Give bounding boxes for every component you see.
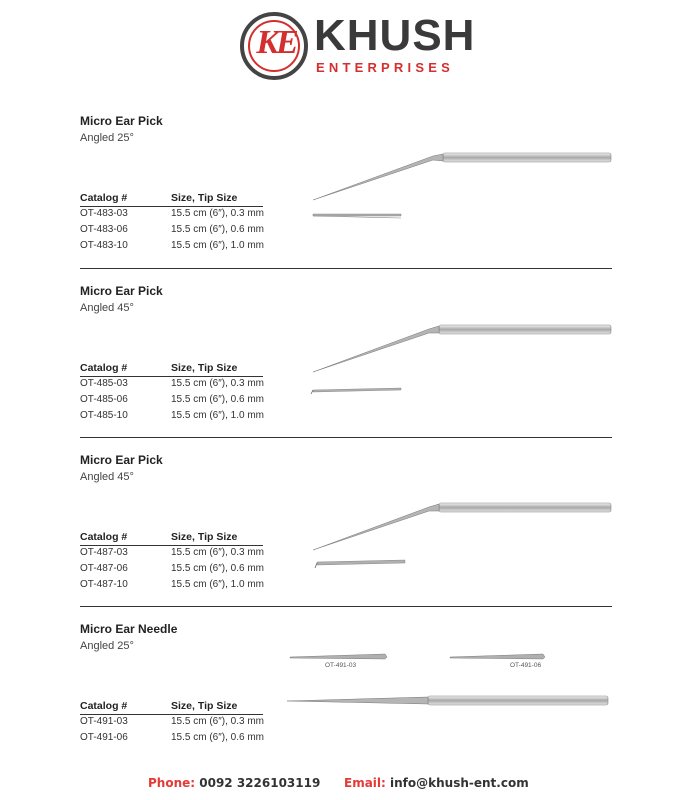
table-row: [80, 378, 280, 393]
phone-contact: [148, 776, 320, 790]
table-row: [80, 410, 280, 425]
catalog-number: OT-483-03: [80, 208, 128, 219]
phone-number: 0092 3226103119: [199, 776, 321, 790]
product-title: Micro Ear Needle: [80, 622, 178, 636]
catalog-number: OT-491-06: [80, 732, 128, 743]
header-size: Size, Tip Size: [171, 700, 238, 712]
catalog-number: OT-485-06: [80, 394, 128, 405]
header-catalog: Catalog #: [80, 700, 128, 712]
header-catalog: Catalog #: [80, 192, 128, 204]
header-rule: [80, 206, 263, 207]
email-address: info@khush-ent.com: [390, 776, 529, 790]
table-row: [80, 394, 280, 409]
size-value: 15.5 cm (6″), 0.3 mm: [171, 208, 265, 219]
table-row: [80, 547, 280, 562]
table-row: [80, 240, 280, 255]
instrument-illustration: [305, 492, 615, 582]
table-row: [80, 563, 280, 578]
phone-label: Phone:: [148, 776, 196, 790]
section-divider: [80, 268, 612, 269]
logo-monogram: KE: [256, 24, 296, 61]
product-subtitle: Angled 45°: [80, 302, 134, 314]
size-value: 15.5 cm (6″), 0.3 mm: [171, 547, 265, 558]
size-value: 15.5 cm (6″), 0.3 mm: [171, 378, 265, 389]
table-row: [80, 208, 280, 223]
catalog-number: OT-487-03: [80, 547, 128, 558]
instrument-illustration: [305, 312, 615, 402]
catalog-number: OT-483-06: [80, 224, 128, 235]
figure-label-ot-491-03: OT-491-03: [325, 662, 357, 669]
catalog-number: OT-483-10: [80, 240, 128, 251]
size-value: 15.5 cm (6″), 0.6 mm: [171, 563, 265, 574]
header-catalog: Catalog #: [80, 531, 128, 543]
header-rule: [80, 714, 263, 715]
size-value: 15.5 cm (6″), 0.3 mm: [171, 716, 265, 727]
instrument-illustration: [285, 648, 615, 708]
catalog-number: OT-485-03: [80, 378, 128, 389]
catalog-number: OT-491-03: [80, 716, 128, 727]
product-subtitle: Angled 45°: [80, 471, 134, 483]
section-divider: [80, 437, 612, 438]
size-value: 15.5 cm (6″), 0.6 mm: [171, 224, 265, 235]
table-row: [80, 224, 280, 239]
size-value: 15.5 cm (6″), 0.6 mm: [171, 394, 265, 405]
section-divider: [80, 606, 612, 607]
product-title: Micro Ear Pick: [80, 114, 163, 128]
header-catalog: Catalog #: [80, 362, 128, 374]
size-value: 15.5 cm (6″), 1.0 mm: [171, 240, 265, 251]
instrument-illustration: [305, 140, 615, 230]
figure-label-ot-491-06: OT-491-06: [510, 662, 542, 669]
email-contact: [344, 776, 529, 790]
size-value: 15.5 cm (6″), 1.0 mm: [171, 410, 265, 421]
header-rule: [80, 376, 263, 377]
size-value: 15.5 cm (6″), 1.0 mm: [171, 579, 265, 590]
table-row: [80, 579, 280, 594]
brand-name: KHUSH: [314, 11, 476, 60]
brand-logo: [240, 11, 476, 82]
table-row: [80, 732, 280, 747]
catalog-number: OT-487-10: [80, 579, 128, 590]
header-rule: [80, 545, 263, 546]
product-subtitle: Angled 25°: [80, 132, 134, 144]
product-title: Micro Ear Pick: [80, 453, 163, 467]
brand-tagline: ENTERPRISES: [316, 60, 454, 75]
product-title: Micro Ear Pick: [80, 284, 163, 298]
header-size: Size, Tip Size: [171, 531, 238, 543]
email-label: Email:: [344, 776, 386, 790]
header-size: Size, Tip Size: [171, 192, 238, 204]
contact-footer: [0, 776, 689, 792]
catalog-number: OT-487-06: [80, 563, 128, 574]
product-subtitle: Angled 25°: [80, 640, 134, 652]
catalog-number: OT-485-10: [80, 410, 128, 421]
header-size: Size, Tip Size: [171, 362, 238, 374]
table-row: [80, 716, 280, 731]
size-value: 15.5 cm (6″), 0.6 mm: [171, 732, 265, 743]
